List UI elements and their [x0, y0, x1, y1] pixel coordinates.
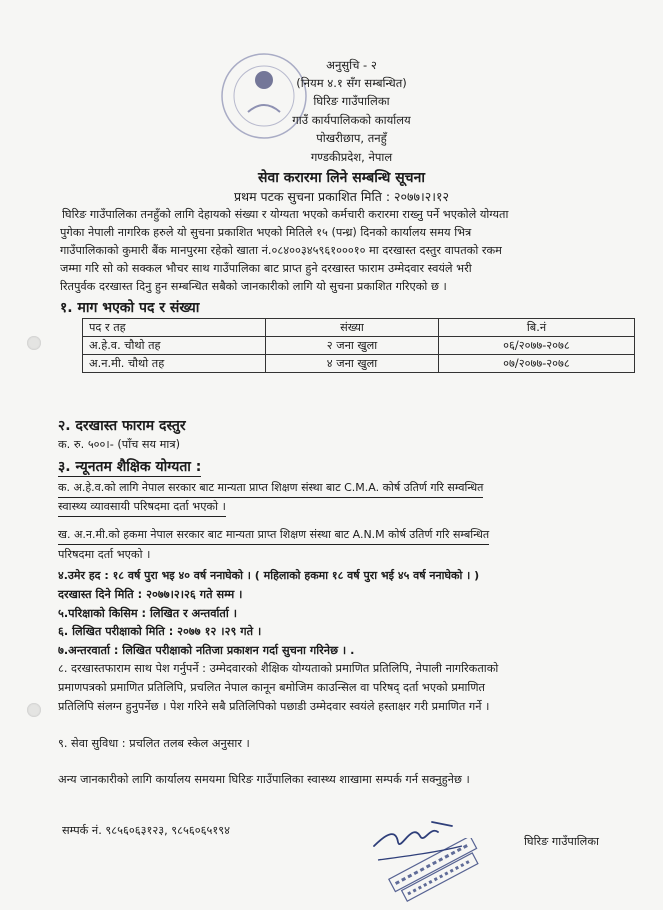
posts-table	[82, 318, 635, 373]
official-stamp	[382, 838, 490, 902]
exam-date: ६. लिखित परीक्षाको मिति : २०७७ १२ ।२९ गते ।	[58, 625, 262, 638]
office-name: गाउँ कार्यपालिकको कार्यालय	[292, 113, 411, 127]
intro-line-4: जम्मा गरि सो को सक्कल भौचर साथ गाउँपालिका बाट प्राप्त हुने दरखास्त फाराम उम्मेदवार स्वयंले भरी	[60, 262, 472, 275]
adv-number: ०७/२०७७-२०७८	[439, 355, 635, 373]
annex-label: अनुसुचि - २	[326, 58, 377, 72]
exam-type: ५.परिक्षाको किसिम : लिखित र अन्तर्वार्ता ।	[58, 607, 238, 620]
contact-phone: सम्पर्क नं. ९८५६०६३१२३, ९८५६०६५१९४	[62, 824, 231, 837]
rule-reference: (नियम ४.१ सँग सम्बन्धित)	[296, 76, 407, 90]
post-count: २ जना खुला	[266, 337, 439, 355]
published-date: प्रथम पटक सुचना प्रकाशित मिति : २०७७।२।१२	[233, 189, 450, 204]
age-limit: ४.उमेर हद : १८ वर्ष पुरा भइ ४० वर्ष ननाघेको । ( महिलाको हकमा १८ वर्ष पुरा भई ४५ वर्ष ननाघेको । )	[58, 569, 480, 582]
punch-hole	[27, 336, 41, 350]
col-count: संख्या	[266, 319, 439, 337]
col-post: पद र तह	[83, 319, 266, 337]
service-facility: ९. सेवा सुविधा : प्रचलित तलब स्केल अनुसार ।	[58, 737, 250, 750]
intro-line-1: घिरिङ गाउँपालिका तनहुँको लागि देहायको संख्या र योग्यता भएको कर्मचारी करारमा राख्नु पर्ने भएकोले योग्यता	[62, 208, 509, 221]
section3-heading: ३. न्यूनतम शैक्षिक योग्यता :	[58, 459, 202, 475]
notice-title: सेवा करारमा लिने सम्बन्धि सूचना	[258, 170, 425, 186]
intro-line-3: गाउँपालिकाको कुमारी बैंक मानपुरमा रहेको खाता नं.०८४००३४५९६१०००१० मा दरखास्त दस्तुर वापतको रकम	[60, 244, 502, 257]
office-place: पोखरीछाप, तनहुँ	[316, 131, 387, 145]
post-count: ४ जना खुला	[266, 355, 439, 373]
qual-cma-1: क. अ.हे.व.को लागि नेपाल सरकार बाट मान्यता प्राप्त शिक्षण संस्था बाट C.M.A. कोर्ष उतिर्ण गरि सम्वन्धित	[58, 480, 483, 498]
documents-line-3: प्रतिलिपि संलग्न हुनुपर्नेछ । पेश गरिने सबै प्रतिलिपिको पछाडी उम्मेदवार स्वयंले हस्ताक्षर गरी प्रमाणित गर्ने ।	[58, 700, 490, 713]
qual-cma-2: स्वास्थ्य व्यावसायी परिषदमा दर्ता भएको ।	[58, 499, 226, 517]
table-header-row	[83, 319, 635, 337]
post-name: अ.हे.व. चौथो तह	[83, 337, 266, 355]
signatory-org: घिरिङ गाउँपालिका	[524, 835, 599, 848]
fee-line	[58, 437, 180, 454]
contact-note: अन्य जानकारीको लागि कार्यालय समयमा घिरिङ गाउँपालिका स्वास्थ्य शाखामा सम्पर्क गर्न सक्नुहुनेछ ।	[58, 773, 470, 786]
section1-heading: १. माग भएको पद र संख्या	[60, 300, 200, 316]
post-name: अ.न.मी. चौथो तह	[83, 355, 266, 373]
qual-anm-1: ख. अ.न.मी.को हकमा नेपाल सरकार बाट मान्यता प्राप्त शिक्षण संस्था बाट A.N.M कोर्ष उतिर्ण गरि सम्बन्धित	[58, 527, 489, 545]
col-adv-no: बि.नं	[439, 319, 635, 337]
documents-line-1: ८. दरखास्तफाराम साथ पेश गर्नुपर्ने : उम्मेदवारको शैक्षिक योग्यताको प्रमाणित प्रतिलिपि, नेपाली नागरिकताको	[58, 662, 499, 675]
province: गण्डकीप्रदेश, नेपाल	[310, 150, 393, 164]
section2-heading: २. दरखास्त फाराम दस्तुर	[58, 418, 186, 434]
interview-note: ७.अन्तरवार्ता : लिखित परीक्षाको नतिजा प्रकाशन गर्दा सुचना गरिनेछ । .	[58, 644, 355, 657]
org-name: घिरिङ गाउँपालिका	[313, 94, 390, 108]
fee-amount: रु. ५००।- (पाँच सय मात्र)	[73, 438, 181, 451]
adv-number: ०६/२०७७-२०७८	[439, 337, 635, 355]
qual-anm-2: परिषदमा दर्ता भएको ।	[58, 548, 151, 561]
intro-line-5: रितपुर्वक दरखास्त दिनु हुन सम्बन्धित सबैको जानकारीको लागि यो सुचना प्रकाशित गरिएको छ ।	[60, 280, 447, 293]
fee-prefix: क.	[58, 438, 71, 451]
punch-hole	[27, 703, 41, 717]
intro-line-2: पुगेका नेपाली नागरिक हरुले यो सुचना प्रकाशित भएको मितिले १५ (पन्ध्र) दिनको कार्यालय समय भित्र	[60, 226, 472, 239]
table-row	[83, 355, 635, 373]
application-deadline: दरखास्त दिने मिति : २०७७।२।२६ गते सम्म ।	[58, 588, 243, 601]
table-row	[83, 337, 635, 355]
documents-line-2: प्रमाणपत्रको प्रमाणित प्रतिलिपि, प्रचलित नेपाल कानून बमोजिम काउन्सिल वा परिषद् दर्ता भएको प्रमाणित	[58, 681, 485, 694]
